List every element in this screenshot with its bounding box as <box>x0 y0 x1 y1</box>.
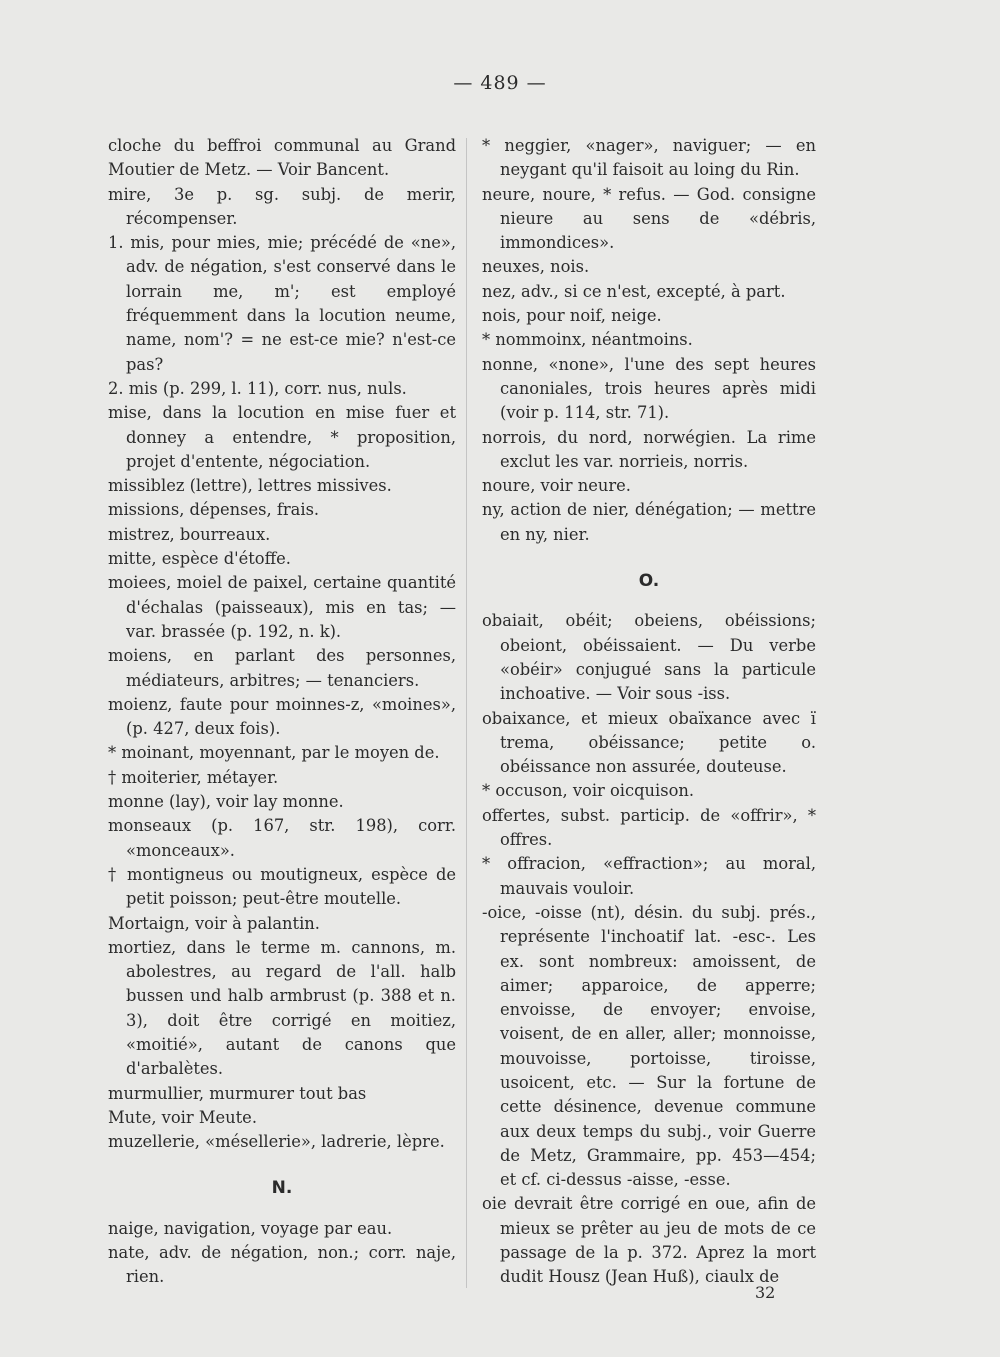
entry: nois, pour noif, neige. <box>482 306 662 326</box>
entry: missions, dépenses, frais. <box>108 500 320 520</box>
entry: missiblez (lettre), lettres missives. <box>108 476 392 496</box>
entry: oie devrait être corrigé en oue, afin de mieux se prêter au jeu de mots de ce passage de la p. 372. Aprez la mort dudit Housz (Jean Huß), ciaulx de <box>482 1194 816 1287</box>
entry: moiens, en parlant des personnes, médiateurs, arbitres; — tenanciers. <box>108 646 456 690</box>
entry: moiees, moiel de paixel, certaine quantité d'échalas (paisseaux), mis en tas; — var. brassée (p. 192, n. k). <box>108 573 456 641</box>
entry: -oice, -oisse (nt), désin. du subj. prés., représente l'inchoatif lat. -esc-. Les ex. sont nombreux: amoissent, de aimer; apparoice, de apperre; envoisse, de envoyer; envoise, voisent, de en aller, aller; monnoisse, mouvoisse, portoisse, tiroisse, usoicent, etc. — Sur la fortune de cette désinence, devenue commune aux deux temps du subj., voir Guerre de Metz, Grammaire, pp. 453—454; et cf. ci-dessus -aisse, -esse. <box>482 902 816 1190</box>
entry: Mortaign, voir à palantin. <box>108 913 320 933</box>
entry: muzellerie, «mésellerie», ladrerie, lèpre. <box>108 1132 445 1152</box>
entry: monseaux (p. 167, str. 198), corr. «monceaux». <box>108 816 456 860</box>
entry: norrois, du nord, norwégien. La rime exclut les var. norrieis, norris. <box>482 427 816 471</box>
entry: nate, adv. de négation, non.; corr. naje, rien. <box>108 1243 456 1287</box>
entry: mire, 3e p. sg. subj. de merir, récompenser. <box>108 184 456 228</box>
right-column <box>482 134 816 1290</box>
entry: obaixance, et mieux obaïxance avec ï trema, obéissance; petite o. obéissance non assurée, douteuse. <box>482 708 816 777</box>
entry: obaiait, obéit; obeiens, obéissions; obeiont, obéissaient. — Du verbe «obéir» conjugué sans la particule inchoative. — Voir sous -iss. <box>482 611 816 704</box>
entry: neuxes, nois. <box>482 257 590 277</box>
entry: * offracion, «effraction»; au moral, mauvais vouloir. <box>482 854 816 898</box>
entry: † moiterier, métayer. <box>108 767 279 787</box>
entry: noure, voir neure. <box>482 476 631 496</box>
section-letter-o: O. <box>638 571 660 592</box>
left-column <box>108 134 456 1290</box>
page-number: — 489 — <box>453 72 547 94</box>
entry: nez, adv., si ce n'est, excepté, à part. <box>482 281 786 301</box>
entry: † montigneus ou moutigneux, espèce de petit poisson; peut-être moutelle. <box>108 864 456 909</box>
entry: 2. mis (p. 299, l. 11), corr. nus, nuls. <box>108 378 407 398</box>
entry: monne (lay), voir lay monne. <box>108 792 344 812</box>
entry: * occuson, voir oicquison. <box>482 781 695 801</box>
entry: Mute, voir Meute. <box>108 1107 257 1127</box>
entry: mortiez, dans le terme m. cannons, m. abolestres, au regard de l'all. halb bussen und halb armbrust (p. 388 et n. 3), doit être corrigé en moitiez, «moitié», autant de canons que d'arbalètes. <box>108 937 456 1079</box>
column-divider <box>466 138 467 1288</box>
entry: 1. mis, pour mies, mie; précédé de «ne», adv. de négation, s'est conservé dans le lorrain me, m'; est employé fréquemment dans la locution neume, name, nom'? = ne est-ce mie? n'est-ce pas? <box>108 233 456 374</box>
entry: murmullier, murmurer tout bas <box>108 1083 367 1103</box>
entry: mise, dans la locution en mise fuer et donney a entendre, * proposition, projet d'entente, négociation. <box>108 403 456 471</box>
signature-number: 32 <box>755 1283 776 1302</box>
entry: neure, noure, * refus. — God. consigne nieure au sens de «débris, immondices». <box>482 184 816 253</box>
entry: offertes, subst. particip. de «offrir», * offres. <box>482 805 816 850</box>
entry: * neggier, «nager», naviguer; — en neygant qu'il faisoit au loing du Rin. <box>482 136 816 180</box>
entry: * moinant, moyennant, par le moyen de. <box>108 743 440 763</box>
entry: cloche du beffroi communal au Grand Moutier de Metz. — Voir Bancent. <box>108 136 456 180</box>
entry: mistrez, bourreaux. <box>108 524 271 544</box>
entry: naige, navigation, voyage par eau. <box>108 1218 393 1238</box>
section-letter-n: N. <box>271 1178 293 1199</box>
entry: moienz, faute pour moinnes-z, «moines», (p. 427, deux fois). <box>108 694 456 739</box>
entry: nonne, «none», l'une des sept heures canoniales, trois heures après midi (voir p. 114, str. 71). <box>482 354 816 423</box>
entry: * nommoinx, néantmoins. <box>482 330 693 350</box>
entry: mitte, espèce d'étoffe. <box>108 549 291 569</box>
entry: ny, action de nier, dénégation; — mettre en ny, nier. <box>482 500 816 544</box>
